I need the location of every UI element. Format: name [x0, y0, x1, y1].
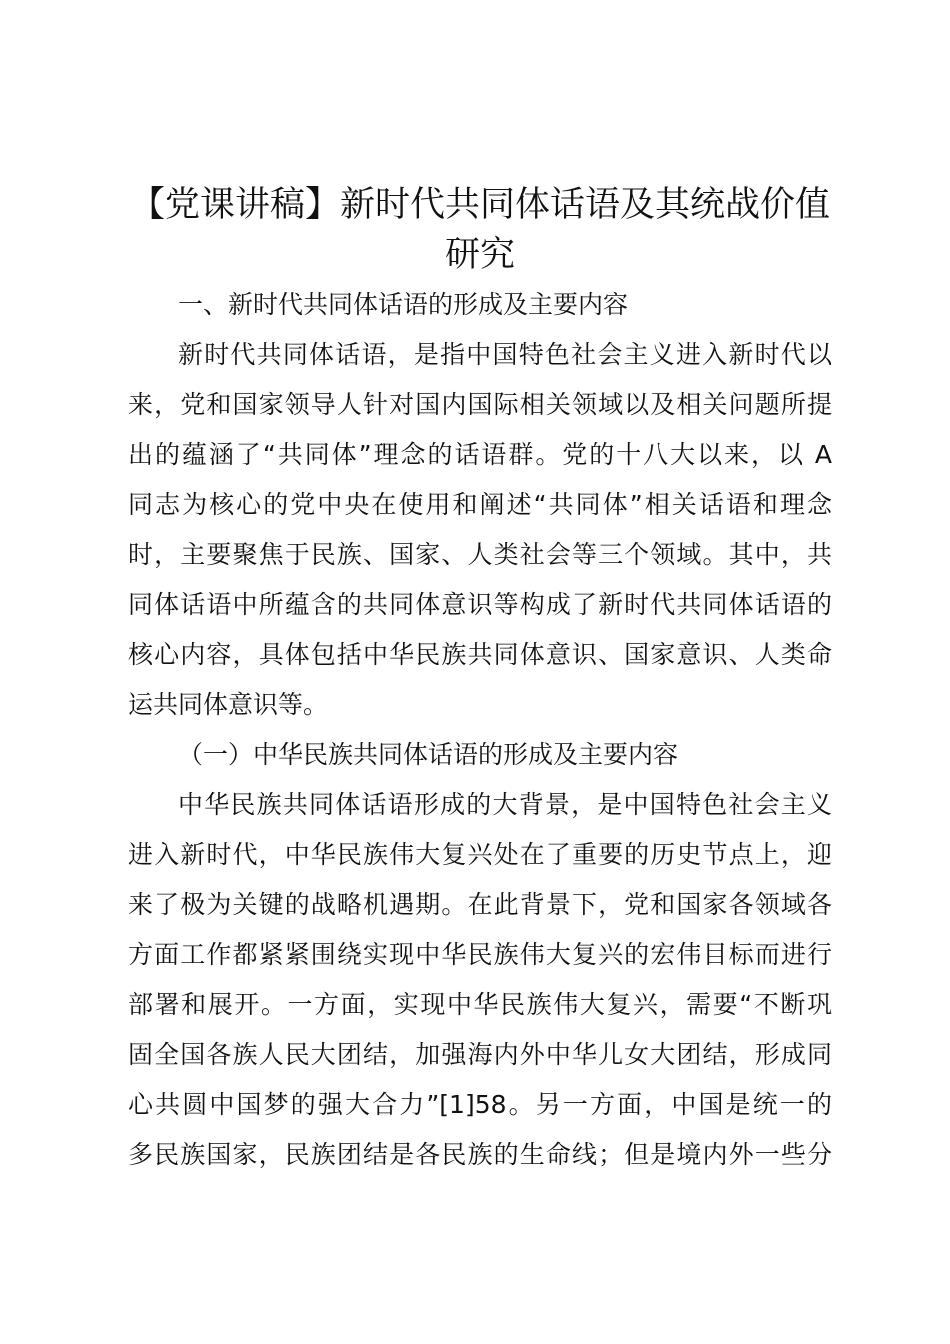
section-heading-2: （一）中华民族共同体话语的形成及主要内容 [178, 740, 679, 769]
paragraph-1-line: 同体话语中所蕴含的共同体意识等构成了新时代共同体话语的 [128, 590, 832, 619]
paragraph-2-line: 心共圆中国梦的强大合力”[1]58。另一方面，中国是统一的 [128, 1090, 832, 1119]
document-title-line-2: 研究 [444, 235, 515, 275]
paragraph-1-line: 时，主要聚焦于民族、国家、人类社会等三个领域。其中，共 [128, 540, 832, 569]
paragraph-2-line: 来了极为关键的战略机遇期。在此背景下，党和国家各领域各 [128, 890, 832, 919]
paragraph-1-line: 核心内容，具体包括中华民族共同体意识、国家意识、人类命 [128, 640, 832, 669]
paragraph-2-line: 进入新时代，中华民族伟大复兴处在了重要的历史节点上，迎 [128, 840, 832, 869]
section-heading-1: 一、新时代共同体话语的形成及主要内容 [178, 290, 629, 319]
paragraph-2-line: 部署和展开。一方面，实现中华民族伟大复兴，需要“不断巩 [128, 990, 832, 1019]
paragraph-2-line: 固全国各族人民大团结，加强海内外中华儿女大团结，形成同 [128, 1040, 832, 1069]
document-title-line-1: 【党课讲稿】新时代共同体话语及其统战价值 [129, 185, 830, 225]
paragraph-1-line: 新时代共同体话语，是指中国特色社会主义进入新时代以 [178, 340, 832, 369]
paragraph-1-line: 运共同体意识等。 [128, 690, 329, 719]
paragraph-2-line: 方面工作都紧紧围绕实现中华民族伟大复兴的宏伟目标而进行 [128, 940, 832, 969]
paragraph-2-line: 多民族国家，民族团结是各民族的生命线；但是境内外一些分 [128, 1140, 832, 1169]
paragraph-1-line: 来，党和国家领导人针对国内国际相关领域以及相关问题所提 [128, 390, 832, 419]
paragraph-2-line: 中华民族共同体话语形成的大背景，是中国特色社会主义 [178, 790, 832, 819]
paragraph-1-line: 出的蕴涵了“共同体”理念的话语群。党的十八大以来，以 A [128, 440, 832, 469]
paragraph-1-line: 同志为核心的党中央在使用和阐述“共同体”相关话语和理念 [128, 490, 832, 519]
